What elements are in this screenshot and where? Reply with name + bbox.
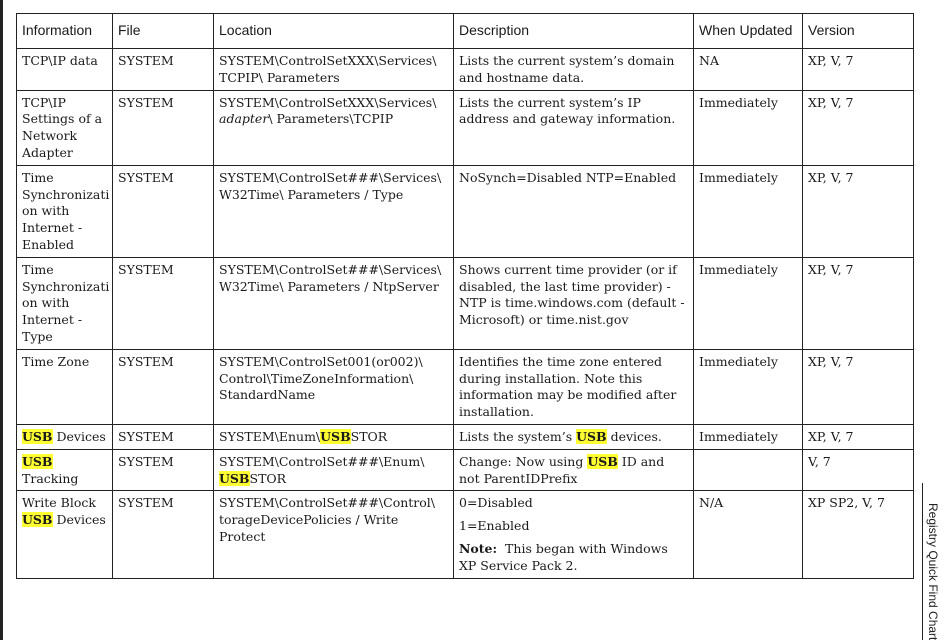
text-run: 1=Enabled bbox=[459, 518, 530, 534]
highlighted-term: USB bbox=[320, 428, 351, 444]
cell-version: XP, V, 7 bbox=[803, 49, 914, 91]
text-run: SYSTEM\Enum\ bbox=[219, 428, 321, 444]
cell-file: SYSTEM bbox=[113, 165, 214, 257]
cell-when-updated bbox=[694, 449, 803, 491]
cell-file: SYSTEM bbox=[113, 90, 214, 165]
cell-paragraph bbox=[219, 170, 448, 204]
text-run: \ Parameters\TCPIP bbox=[268, 111, 394, 127]
cell-paragraph bbox=[459, 53, 688, 87]
text-run: Devices bbox=[52, 512, 106, 528]
bold-note-label: Note: bbox=[459, 540, 498, 556]
table-row bbox=[17, 90, 914, 165]
cell-location bbox=[214, 90, 454, 165]
text-run: Change: Now using bbox=[459, 453, 588, 469]
text-run: SYSTEM\ControlSetXXX\Services\ bbox=[219, 94, 441, 110]
header-location: Location bbox=[214, 14, 454, 49]
cell-paragraph bbox=[459, 518, 688, 535]
cell-when-updated: Immediately bbox=[694, 90, 803, 165]
cell-paragraph bbox=[459, 454, 688, 488]
header-information: Information bbox=[17, 14, 113, 49]
text-run: Tracking bbox=[22, 453, 79, 486]
cell-when-updated: Immediately bbox=[694, 165, 803, 257]
highlighted-term: USB bbox=[22, 453, 53, 469]
cell-paragraph bbox=[459, 429, 688, 446]
table-row bbox=[17, 491, 914, 578]
cell-file: SYSTEM bbox=[113, 349, 214, 424]
table-row bbox=[17, 165, 914, 257]
highlighted-term: USB bbox=[219, 470, 250, 486]
cell-information bbox=[17, 349, 113, 424]
highlighted-term: USB bbox=[22, 428, 53, 444]
cell-paragraph bbox=[219, 262, 448, 296]
text-run: Write Block bbox=[22, 495, 100, 511]
text-run: SYSTEM\ControlSet###\Control\ torageDevicePolicies / Write Protect bbox=[219, 495, 439, 544]
cell-file: SYSTEM bbox=[113, 424, 214, 449]
text-run: SYSTEM\ControlSet###\Enum\ bbox=[219, 453, 429, 469]
cell-description bbox=[454, 449, 694, 491]
cell-version: XP, V, 7 bbox=[803, 424, 914, 449]
text-run: adapter bbox=[219, 111, 269, 127]
cell-information bbox=[17, 491, 113, 578]
cell-paragraph bbox=[219, 454, 448, 488]
header-file: File bbox=[113, 14, 214, 49]
cell-information bbox=[17, 49, 113, 91]
side-tab-rule bbox=[922, 483, 923, 640]
text-run: Time Synchronizati on with Internet - Enabled bbox=[22, 169, 114, 252]
left-margin-rule bbox=[0, 0, 3, 640]
cell-when-updated: N/A bbox=[694, 491, 803, 578]
cell-location bbox=[214, 424, 454, 449]
cell-location bbox=[214, 49, 454, 91]
cell-version: XP, V, 7 bbox=[803, 165, 914, 257]
cell-location bbox=[214, 257, 454, 349]
chart-side-label: Registry Quick Find Chart bbox=[926, 503, 940, 640]
cell-paragraph bbox=[219, 354, 448, 404]
cell-information bbox=[17, 165, 113, 257]
table-header bbox=[17, 14, 914, 49]
cell-version: XP, V, 7 bbox=[803, 257, 914, 349]
cell-paragraph bbox=[459, 354, 688, 421]
text-run: NoSynch=Disabled NTP=Enabled bbox=[459, 169, 677, 185]
header-description: Description bbox=[454, 14, 694, 49]
highlighted-term: USB bbox=[587, 453, 618, 469]
cell-description bbox=[454, 49, 694, 91]
text-run: Devices bbox=[52, 428, 106, 444]
cell-file: SYSTEM bbox=[113, 49, 214, 91]
table-row bbox=[17, 257, 914, 349]
cell-file: SYSTEM bbox=[113, 257, 214, 349]
header-row bbox=[17, 14, 914, 49]
cell-paragraph bbox=[219, 53, 448, 87]
cell-version: XP SP2, V, 7 bbox=[803, 491, 914, 578]
text-run: Lists the system’s bbox=[459, 428, 577, 444]
cell-paragraph bbox=[219, 495, 448, 545]
text-run: SYSTEM\ControlSet###\Services\ W32Time\ Parameters / NtpServer bbox=[219, 261, 446, 294]
cell-when-updated: Immediately bbox=[694, 257, 803, 349]
cell-when-updated: Immediately bbox=[694, 424, 803, 449]
table-row bbox=[17, 449, 914, 491]
cell-description bbox=[454, 349, 694, 424]
cell-paragraph bbox=[459, 495, 688, 512]
text-run: TCP\IP Settings of a Network Adapter bbox=[22, 94, 107, 160]
cell-description bbox=[454, 424, 694, 449]
cell-version: XP, V, 7 bbox=[803, 349, 914, 424]
table-row bbox=[17, 424, 914, 449]
cell-information bbox=[17, 449, 113, 491]
cell-version: V, 7 bbox=[803, 449, 914, 491]
text-run: Lists the current system’s IP address and gateway information. bbox=[459, 94, 676, 127]
cell-paragraph bbox=[459, 262, 688, 329]
text-run: Lists the current system’s domain and hostname data. bbox=[459, 53, 679, 85]
highlighted-term: USB bbox=[22, 512, 53, 528]
cell-information bbox=[17, 424, 113, 449]
cell-description bbox=[454, 257, 694, 349]
text-run: SYSTEM\ControlSet###\Services\ W32Time\ Parameters / Type bbox=[219, 169, 446, 202]
cell-description bbox=[454, 165, 694, 257]
text-run: ID and not ParentIDPrefix bbox=[459, 453, 669, 486]
text-run: Identifies the time zone entered during installation. Note this information may be modified after installation. bbox=[459, 353, 681, 420]
text-run: devices. bbox=[606, 428, 662, 444]
registry-quick-find-table bbox=[16, 13, 914, 579]
cell-location bbox=[214, 449, 454, 491]
cell-paragraph bbox=[219, 429, 448, 446]
cell-location bbox=[214, 165, 454, 257]
cell-when-updated: Immediately bbox=[694, 349, 803, 424]
cell-paragraph bbox=[459, 541, 688, 575]
cell-paragraph bbox=[459, 170, 688, 187]
text-run: STOR bbox=[249, 470, 287, 486]
cell-paragraph bbox=[219, 95, 448, 129]
text-run: 0=Disabled bbox=[459, 495, 533, 511]
table-body bbox=[17, 49, 914, 579]
text-run: SYSTEM\ControlSet001(or002)\ Control\TimeZoneInformation\ StandardName bbox=[219, 353, 427, 403]
header-version: Version bbox=[803, 14, 914, 49]
text-run: Time Zone bbox=[22, 353, 90, 369]
cell-when-updated: NA bbox=[694, 49, 803, 91]
text-run: SYSTEM\ControlSetXXX\Services\ TCPIP\ Parameters bbox=[219, 53, 441, 85]
registry-table-container bbox=[16, 13, 913, 640]
table-row bbox=[17, 49, 914, 91]
cell-paragraph bbox=[459, 95, 688, 129]
cell-file: SYSTEM bbox=[113, 491, 214, 578]
text-run: STOR bbox=[350, 428, 388, 444]
table-row bbox=[17, 349, 914, 424]
cell-description bbox=[454, 90, 694, 165]
cell-description bbox=[454, 491, 694, 578]
cell-file: SYSTEM bbox=[113, 449, 214, 491]
cell-information bbox=[17, 257, 113, 349]
text-run: This began with Windows XP Service Pack 2. bbox=[459, 540, 672, 573]
header-when-updated: When Updated bbox=[694, 14, 803, 49]
cell-information bbox=[17, 90, 113, 165]
cell-version: XP, V, 7 bbox=[803, 90, 914, 165]
text-run: TCP\IP data bbox=[22, 53, 98, 68]
text-run: Shows current time provider (or if disabled, the last time provider) - NTP is time.windows.com (default - Microsoft) or time.nist.gov bbox=[459, 261, 689, 328]
cell-location bbox=[214, 349, 454, 424]
text-run: Time Synchronizati on with Internet - Type bbox=[22, 261, 114, 344]
highlighted-term: USB bbox=[576, 428, 607, 444]
cell-location bbox=[214, 491, 454, 578]
